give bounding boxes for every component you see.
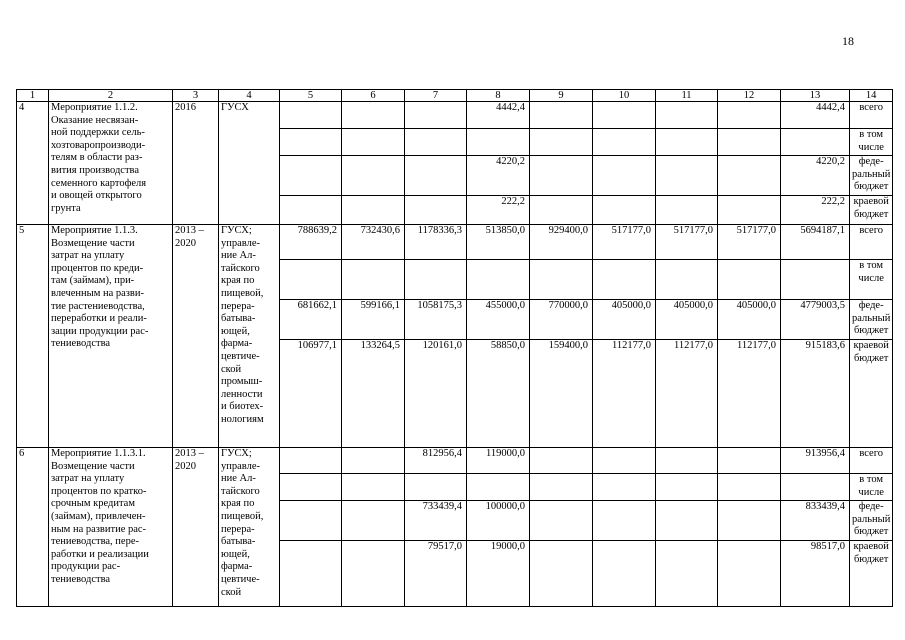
amount-cell xyxy=(342,196,405,225)
column-number: 7 xyxy=(405,90,467,102)
amount-cell xyxy=(718,260,781,300)
executor-line: перера- xyxy=(221,300,255,312)
funding-source xyxy=(850,448,893,474)
event-line: процентов по кратко- xyxy=(51,485,147,497)
amount-cell xyxy=(656,260,718,300)
amount-cell xyxy=(530,541,593,607)
amount-cell xyxy=(593,448,656,474)
amount-cell: 79517,0 xyxy=(405,541,467,607)
event-line: Мероприятие 1.1.3.1. xyxy=(51,448,146,459)
amount-cell xyxy=(656,541,718,607)
amount-cell xyxy=(718,501,781,541)
event-line: затрат на уплату xyxy=(51,473,125,485)
amount-cell xyxy=(656,102,718,129)
amount-cell xyxy=(656,501,718,541)
amount-cell: 4779003,5 xyxy=(781,300,850,340)
budget-table xyxy=(16,89,893,607)
event-line: (займам), привлечен- xyxy=(51,510,146,522)
amount-cell xyxy=(656,156,718,196)
amount-cell xyxy=(280,541,342,607)
amount-cell xyxy=(342,156,405,196)
event-line: ной поддержки сель- xyxy=(51,127,145,139)
amount-cell xyxy=(467,474,530,501)
amount-cell xyxy=(405,156,467,196)
amount-cell xyxy=(280,129,342,156)
amount-cell: 4220,2 xyxy=(467,156,530,196)
amount-cell xyxy=(656,129,718,156)
executor-line: батыва- xyxy=(221,536,256,548)
amount-cell: 733439,4 xyxy=(405,501,467,541)
funding-source xyxy=(850,501,893,541)
amount-cell: 929400,0 xyxy=(530,225,593,260)
amount-cell xyxy=(593,196,656,225)
executor-line: промыш- xyxy=(221,376,263,388)
event-line: тие растениеводства, xyxy=(51,300,145,312)
funding-source-line: феде- xyxy=(858,156,884,167)
executor-line: и биотех- xyxy=(221,401,264,413)
amount-cell xyxy=(280,196,342,225)
amount-cell: 405000,0 xyxy=(593,300,656,340)
amount-cell xyxy=(530,448,593,474)
amount-cell xyxy=(718,541,781,607)
amount-cell xyxy=(280,102,342,129)
amount-cell: 517177,0 xyxy=(718,225,781,260)
executor-line: ской xyxy=(221,363,242,375)
event-line: семенного картофеля xyxy=(51,177,147,189)
executor-line: пищевой, xyxy=(221,510,264,522)
amount-cell: 913956,4 xyxy=(781,448,850,474)
amount-cell xyxy=(530,260,593,300)
event-line: срочным кредитам xyxy=(51,498,135,510)
executor-line: ГУСХ; xyxy=(221,448,252,459)
row-number: 4 xyxy=(17,102,49,225)
executor-line: тайского xyxy=(221,485,260,497)
event-description xyxy=(49,448,173,607)
amount-cell xyxy=(593,129,656,156)
event-line: переработки и реали- xyxy=(51,313,147,325)
amount-cell xyxy=(342,501,405,541)
event-line: хозтоваропроизводи- xyxy=(51,139,146,151)
funding-source-line: бюджет xyxy=(853,181,889,193)
column-number: 1 xyxy=(17,90,49,102)
funding-source-line: бюджет xyxy=(853,208,889,220)
amount-cell xyxy=(467,129,530,156)
executor-line: тайского xyxy=(221,262,260,274)
executor-line: ющей, xyxy=(221,548,250,560)
amount-cell: 4442,4 xyxy=(781,102,850,129)
executor-line: фарма- xyxy=(221,338,253,350)
funding-source-line: бюджет xyxy=(853,526,889,538)
funding-source xyxy=(850,474,893,501)
amount-cell xyxy=(342,260,405,300)
table-row xyxy=(17,448,893,474)
amount-cell: 112177,0 xyxy=(718,340,781,448)
executor-line: края по xyxy=(221,275,255,287)
event-description xyxy=(49,225,173,448)
amount-cell: 1178336,3 xyxy=(405,225,467,260)
executor-line: управле- xyxy=(221,237,260,249)
event-description xyxy=(49,102,173,225)
executor-line: ние Ал- xyxy=(221,473,256,485)
amount-cell: 405000,0 xyxy=(656,300,718,340)
amount-cell xyxy=(280,156,342,196)
funding-source-line: в том xyxy=(859,129,884,140)
column-number: 10 xyxy=(593,90,656,102)
row-number: 5 xyxy=(17,225,49,448)
amount-cell xyxy=(280,501,342,541)
period: 2013 – 2020 xyxy=(173,225,219,448)
event-line: тениеводства, пере- xyxy=(51,536,139,548)
amount-cell: 517177,0 xyxy=(593,225,656,260)
period: 2016 xyxy=(173,102,219,225)
amount-cell xyxy=(593,501,656,541)
funding-source xyxy=(850,225,893,260)
event-line: грунта xyxy=(51,202,81,214)
funding-source xyxy=(850,340,893,448)
amount-cell: 788639,2 xyxy=(280,225,342,260)
amount-cell: 112177,0 xyxy=(593,340,656,448)
executor-line: ГУСХ xyxy=(221,102,249,113)
funding-source-line: ральный xyxy=(852,513,891,525)
amount-cell xyxy=(342,541,405,607)
column-number: 13 xyxy=(781,90,850,102)
funding-source xyxy=(850,156,893,196)
column-number: 3 xyxy=(173,90,219,102)
amount-cell xyxy=(280,448,342,474)
funding-source xyxy=(850,129,893,156)
event-line: процентов по креди- xyxy=(51,262,144,274)
funding-source-line: всего xyxy=(859,102,883,113)
funding-source xyxy=(850,102,893,129)
amount-cell xyxy=(280,474,342,501)
amount-cell: 732430,6 xyxy=(342,225,405,260)
executor xyxy=(219,225,280,448)
amount-cell xyxy=(530,474,593,501)
amount-cell xyxy=(530,156,593,196)
funding-source-line: ральный xyxy=(852,168,891,180)
amount-cell xyxy=(593,541,656,607)
amount-cell xyxy=(530,501,593,541)
event-line: вития производства xyxy=(51,164,140,176)
amount-cell: 100000,0 xyxy=(467,501,530,541)
executor xyxy=(219,448,280,607)
funding-source-line: феде- xyxy=(858,501,884,512)
column-number: 4 xyxy=(219,90,280,102)
amount-cell: 4442,4 xyxy=(467,102,530,129)
event-line: Оказание несвязан- xyxy=(51,114,139,126)
funding-source xyxy=(850,260,893,300)
funding-source-line: ральный xyxy=(852,312,891,324)
event-line: продукции рас- xyxy=(51,561,121,573)
amount-cell xyxy=(405,129,467,156)
event-line: Мероприятие 1.1.3. xyxy=(51,225,138,236)
amount-cell xyxy=(342,129,405,156)
event-line: работки и реализации xyxy=(51,548,149,560)
amount-cell xyxy=(342,102,405,129)
amount-cell: 133264,5 xyxy=(342,340,405,448)
executor-line: ленности xyxy=(221,388,263,400)
amount-cell: 119000,0 xyxy=(467,448,530,474)
funding-source-line: числе xyxy=(858,141,884,153)
column-number: 2 xyxy=(49,90,173,102)
event-line: Возмещение части xyxy=(51,237,135,249)
table-row xyxy=(17,225,893,260)
header-row xyxy=(17,90,893,102)
funding-source-line: в том xyxy=(859,474,884,485)
amount-cell xyxy=(342,448,405,474)
event-line: тениеводства xyxy=(51,338,111,350)
amount-cell: 513850,0 xyxy=(467,225,530,260)
amount-cell: 222,2 xyxy=(781,196,850,225)
amount-cell xyxy=(718,196,781,225)
column-number: 11 xyxy=(656,90,718,102)
funding-source-line: всего xyxy=(859,225,883,236)
amount-cell xyxy=(656,196,718,225)
column-number: 6 xyxy=(342,90,405,102)
amount-cell: 681662,1 xyxy=(280,300,342,340)
executor-line: цевтиче- xyxy=(221,350,260,362)
row-number: 6 xyxy=(17,448,49,607)
period: 2013 – 2020 xyxy=(173,448,219,607)
amount-cell xyxy=(593,156,656,196)
amount-cell xyxy=(405,474,467,501)
event-line: телям в области раз- xyxy=(51,152,143,164)
funding-source-line: бюджет xyxy=(853,325,889,337)
column-number: 5 xyxy=(280,90,342,102)
amount-cell xyxy=(405,260,467,300)
amount-cell xyxy=(280,260,342,300)
amount-cell xyxy=(593,260,656,300)
amount-cell xyxy=(781,260,850,300)
executor-line: управле- xyxy=(221,460,260,472)
amount-cell xyxy=(656,448,718,474)
executor-line: ющей, xyxy=(221,325,250,337)
amount-cell: 120161,0 xyxy=(405,340,467,448)
amount-cell xyxy=(781,129,850,156)
column-number: 8 xyxy=(467,90,530,102)
funding-source xyxy=(850,300,893,340)
executor-line: батыва- xyxy=(221,313,256,325)
amount-cell: 517177,0 xyxy=(656,225,718,260)
amount-cell xyxy=(530,129,593,156)
amount-cell: 812956,4 xyxy=(405,448,467,474)
amount-cell xyxy=(405,102,467,129)
event-line: Возмещение части xyxy=(51,460,135,472)
funding-source xyxy=(850,541,893,607)
amount-cell: 4220,2 xyxy=(781,156,850,196)
funding-source-line: в том xyxy=(859,260,884,271)
amount-cell xyxy=(718,156,781,196)
amount-cell: 770000,0 xyxy=(530,300,593,340)
amount-cell: 915183,6 xyxy=(781,340,850,448)
funding-source-line: бюджет xyxy=(853,352,889,364)
column-number: 14 xyxy=(850,90,893,102)
amount-cell xyxy=(718,474,781,501)
executor-line: цевтиче- xyxy=(221,573,260,585)
funding-source-line: бюджет xyxy=(853,553,889,565)
page-number: 18 xyxy=(842,34,854,48)
column-number: 9 xyxy=(530,90,593,102)
executor xyxy=(219,102,280,225)
event-line: влеченным на разви- xyxy=(51,287,144,299)
executor-line: ской xyxy=(221,586,242,598)
amount-cell: 159400,0 xyxy=(530,340,593,448)
table-row xyxy=(17,102,893,129)
funding-source-line: краевой xyxy=(853,196,889,207)
executor-line: ние Ал- xyxy=(221,250,256,262)
executor-line: края по xyxy=(221,498,255,510)
funding-source-line: феде- xyxy=(858,300,884,311)
amount-cell: 1058175,3 xyxy=(405,300,467,340)
amount-cell: 599166,1 xyxy=(342,300,405,340)
amount-cell xyxy=(718,102,781,129)
funding-source xyxy=(850,196,893,225)
funding-source-line: всего xyxy=(859,448,883,459)
amount-cell xyxy=(718,448,781,474)
event-line: затрат на уплату xyxy=(51,250,125,262)
amount-cell xyxy=(405,196,467,225)
event-line: Мероприятие 1.1.2. xyxy=(51,102,138,113)
amount-cell: 112177,0 xyxy=(656,340,718,448)
amount-cell: 58850,0 xyxy=(467,340,530,448)
funding-source-line: краевой xyxy=(853,340,889,351)
column-number: 12 xyxy=(718,90,781,102)
executor-line: фарма- xyxy=(221,561,253,573)
executor-line: перера- xyxy=(221,523,255,535)
amount-cell xyxy=(593,102,656,129)
amount-cell: 5694187,1 xyxy=(781,225,850,260)
amount-cell xyxy=(467,260,530,300)
amount-cell: 106977,1 xyxy=(280,340,342,448)
amount-cell xyxy=(656,474,718,501)
amount-cell xyxy=(530,196,593,225)
event-line: ным на развитие рас- xyxy=(51,523,147,535)
amount-cell: 455000,0 xyxy=(467,300,530,340)
amount-cell: 833439,4 xyxy=(781,501,850,541)
event-line: там (займам), при- xyxy=(51,275,135,287)
amount-cell xyxy=(342,474,405,501)
event-line: и овощей открытого xyxy=(51,190,142,202)
executor-line: ГУСХ; xyxy=(221,225,252,236)
funding-source-line: числе xyxy=(858,272,884,284)
amount-cell xyxy=(530,102,593,129)
funding-source-line: краевой xyxy=(853,541,889,552)
amount-cell: 98517,0 xyxy=(781,541,850,607)
amount-cell xyxy=(718,129,781,156)
executor-line: пищевой, xyxy=(221,287,264,299)
executor-line: нологиям xyxy=(221,413,264,425)
amount-cell: 405000,0 xyxy=(718,300,781,340)
amount-cell: 222,2 xyxy=(467,196,530,225)
funding-source-line: числе xyxy=(858,486,884,498)
event-line: зации продукции рас- xyxy=(51,325,149,337)
amount-cell xyxy=(781,474,850,501)
amount-cell xyxy=(593,474,656,501)
amount-cell: 19000,0 xyxy=(467,541,530,607)
event-line: тениеводства xyxy=(51,573,111,585)
